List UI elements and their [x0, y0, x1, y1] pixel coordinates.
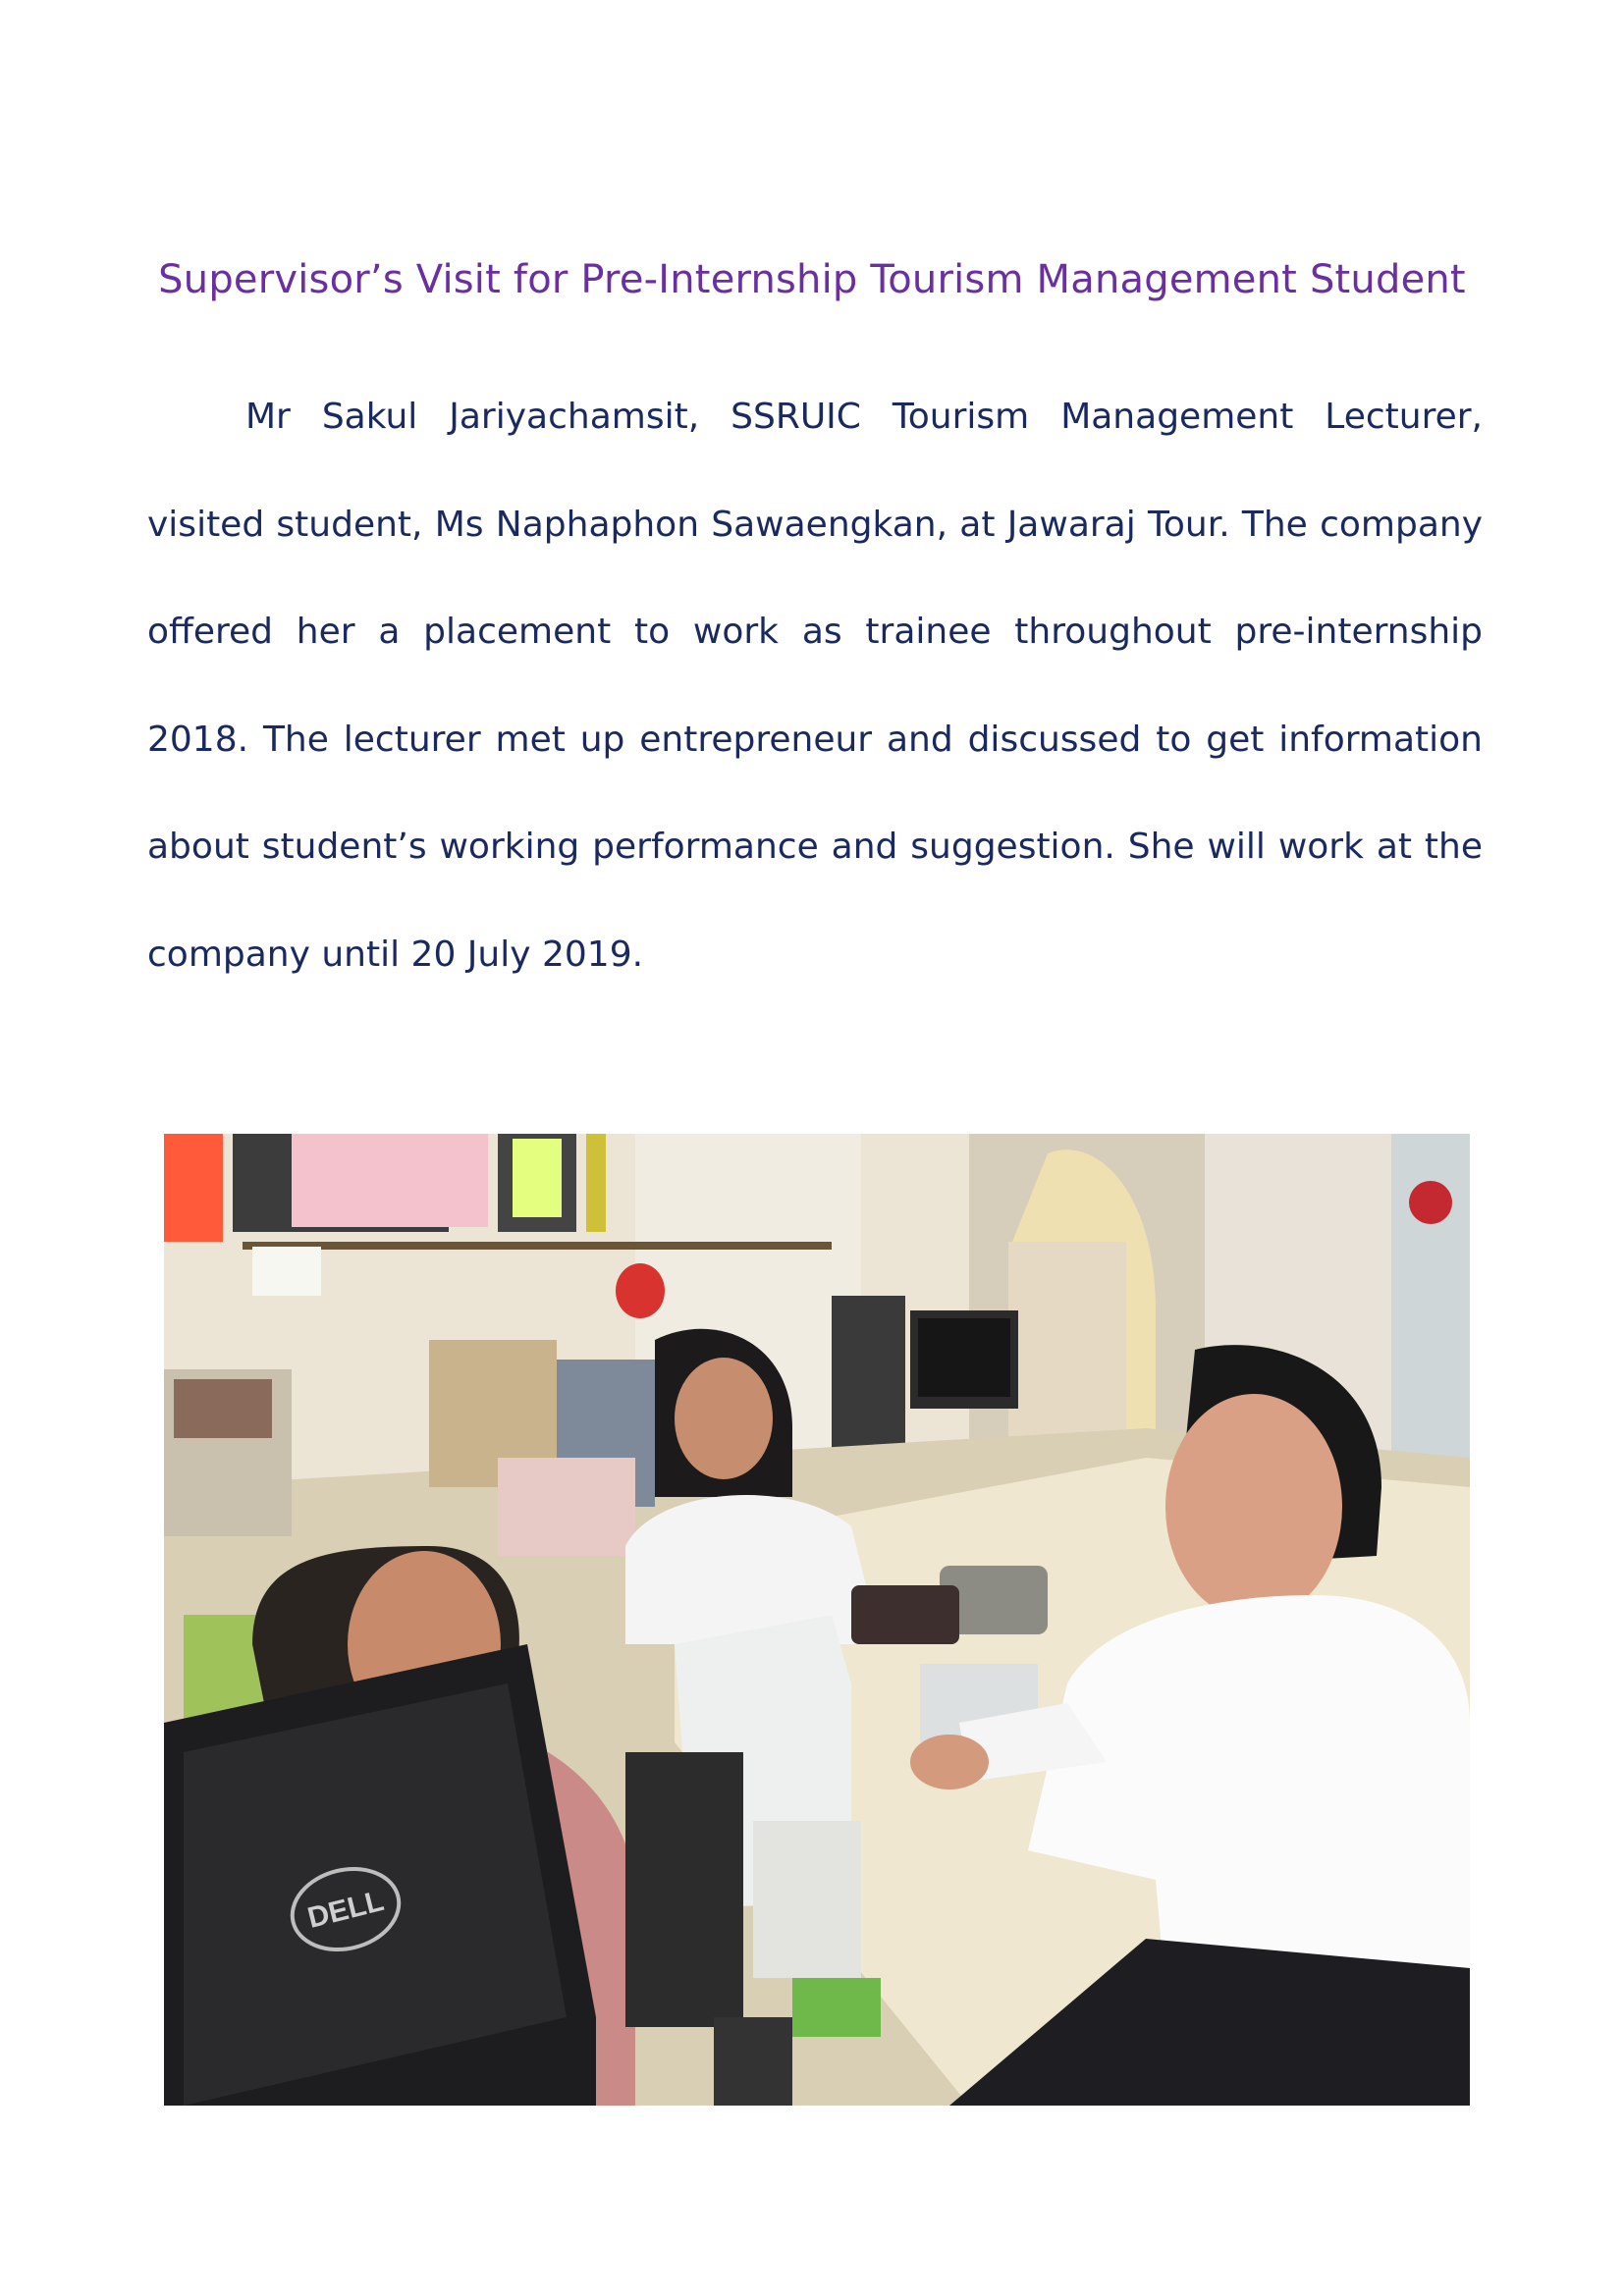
body-paragraph: Mr Sakul Jariyachamsit, SSRUIC Tourism Management Lecturer, visited student, Ms Naphaphon Sawaengkan, at Jawaraj Tour. The company offered her a placement to work as trainee throughout pre-internship 2018. The lecturer met up entrepreneur and discussed to get information about student’s working performance and suggestion. She will work at the company until 20 July 2019.: [147, 397, 1483, 975]
monitor-brand-text: DELL: [304, 1885, 388, 1935]
office-photo-illustration: [164, 1134, 1470, 2106]
page-title: Supervisor’s Visit for Pre-Internship Tourism Management Student: [158, 257, 1466, 302]
office-photo: [164, 1134, 1470, 2106]
